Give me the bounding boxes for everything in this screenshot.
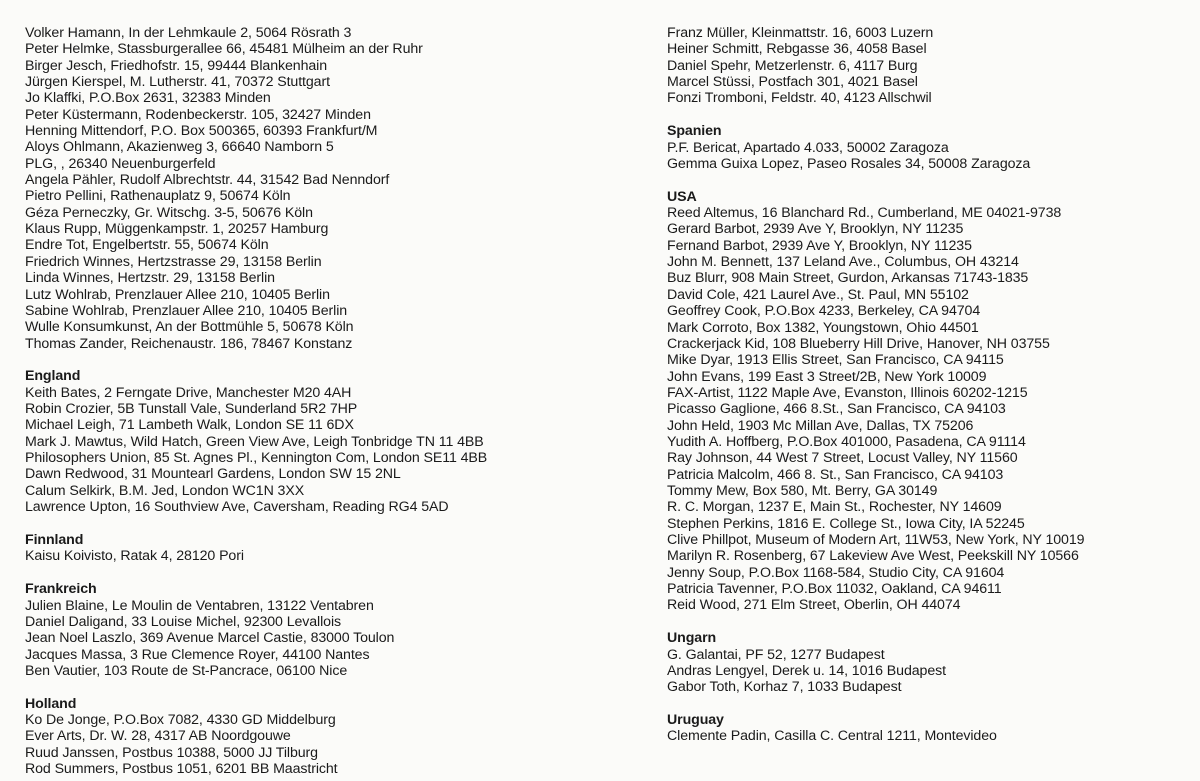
address-entry: Fernand Barbot, 2939 Ave Y, Brooklyn, NY 11235 [667,237,972,254]
address-entry: Robin Crozier, 5B Tunstall Vale, Sunderland 5R2 7HP [25,401,358,418]
section-england [25,368,605,515]
section-heading: Spanien [667,123,722,140]
section-heading: Ungarn [667,630,717,647]
address-entry: Heiner Schmitt, Rebgasse 36, 4058 Basel [667,41,927,58]
address-entry: Aloys Ohlmann, Akazienweg 3, 66640 Namborn 5 [25,139,334,156]
section-continued [667,25,1187,107]
address-entry: Birger Jesch, Friedhofstr. 15, 99444 Blankenhain [25,57,327,74]
address-entry: Sabine Wohlrab, Prenzlauer Allee 210, 10405 Berlin [25,302,348,319]
address-entry: John Held, 1903 Mc Millan Ave, Dallas, TX 75206 [667,417,974,434]
address-entry: Peter Helmke, Stassburgerallee 66, 45481 Mülheim an der Ruhr [25,41,423,58]
address-entry: Picasso Gaglione, 466 8.St., San Francisco, CA 94103 [667,401,1006,418]
address-entry: Linda Winnes, Hertzstr. 29, 13158 Berlin [25,270,275,287]
address-entry: Volker Hamann, In der Lehmkaule 2, 5064 Rösrath 3 [25,25,352,41]
address-entry: Fonzi Tromboni, Feldstr. 40, 4123 Allschwil [667,90,932,107]
address-entry: Jürgen Kierspel, M. Lutherstr. 41, 70372 Stuttgart [25,74,330,91]
address-entry: Gabor Toth, Korhaz 7, 1033 Budapest [667,679,902,696]
address-entry: Stephen Perkins, 1816 E. College St., Iowa City, IA 52245 [667,515,1025,532]
address-entry: R. C. Morgan, 1237 E, Main St., Rochester, NY 14609 [667,499,1002,516]
address-entry: P.F. Bericat, Apartado 4.033, 50002 Zaragoza [667,139,949,156]
address-entry: Franz Müller, Kleinmattstr. 16, 6003 Luzern [667,25,934,41]
address-entry: John M. Bennett, 137 Leland Ave., Columbus, OH 43214 [667,254,1019,271]
address-entry: Ever Arts, Dr. W. 28, 4317 AB Noordgouwe [25,728,291,745]
left-column [25,25,605,777]
section-heading: USA [667,188,697,205]
address-entry: Ray Johnson, 44 West 7 Street, Locust Valley, NY 11560 [667,450,1018,467]
address-entry: Jacques Massa, 3 Rue Clemence Royer, 44100 Nantes [25,646,370,663]
section-heading: Frankreich [25,581,97,598]
address-entry: Wulle Konsumkunst, An der Bottmühle 5, 50678 Köln [25,319,354,336]
section-frankreich [25,581,605,679]
section-continued [25,25,605,352]
address-entry: Patricia Tavenner, P.O.Box 11032, Oakland, CA 94611 [667,581,1002,597]
address-entry: Peter Küstermann, Rodenbeckerstr. 105, 32427 Minden [25,106,371,123]
address-entry: Henning Mittendorf, P.O. Box 500365, 60393 Frankfurt/M [25,123,378,140]
section-heading: England [25,368,81,385]
address-entry: Philosophers Union, 85 St. Agnes Pl., Kennington Com, London SE11 4BB [25,450,488,467]
section-uruguay [667,712,1187,745]
address-entry: Dawn Redwood, 31 Mountearl Gardens, London SW 15 2NL [25,466,401,483]
section-heading: Finnland [25,531,84,548]
section-heading: Uruguay [667,712,724,729]
address-entry: Kaisu Koivisto, Ratak 4, 28120 Pori [25,548,244,565]
section-heading: Holland [25,695,77,712]
address-entry: Keith Bates, 2 Ferngate Drive, Manchester M20 4AH [25,384,352,401]
address-entry: PLG, , 26340 Neuenburgerfeld [25,155,216,172]
address-entry: Pietro Pellini, Rathenauplatz 9, 50674 Köln [25,188,291,205]
address-entry: Buz Blurr, 908 Main Street, Gurdon, Arkansas 71743-1835 [667,270,1029,287]
address-entry: Daniel Spehr, Metzerlenstr. 6, 4117 Burg [667,57,918,74]
address-entry: Michael Leigh, 71 Lambeth Walk, London SE 11 6DX [25,417,354,434]
address-entry: David Cole, 421 Laurel Ave., St. Paul, MN 55102 [667,286,969,303]
address-entry: Endre Tot, Engelbertstr. 55, 50674 Köln [25,237,269,254]
section-usa [667,189,1187,614]
address-entry: John Evans, 199 East 3 Street/2B, New York 10009 [667,368,987,385]
address-entry: Marcel Stüssi, Postfach 301, 4021 Basel [667,74,918,91]
section-spanien [667,123,1187,172]
address-entry: G. Galantai, PF 52, 1277 Budapest [667,646,885,663]
section-finnland [25,532,605,565]
address-entry: Geoffrey Cook, P.O.Box 4233, Berkeley, CA 94704 [667,303,981,320]
address-entry: Jenny Soup, P.O.Box 1168-584, Studio City, CA 91604 [667,564,1005,581]
address-entry: Thomas Zander, Reichenaustr. 186, 78467 Konstanz [25,335,353,352]
address-entry: Reed Altemus, 16 Blanchard Rd., Cumberland, ME 04021-9738 [667,205,1062,222]
address-entry: Crackerjack Kid, 108 Blueberry Hill Drive, Hanover, NH 03755 [667,335,1050,352]
address-entry: Jo Klaffki, P.O.Box 2631, 32383 Minden [25,90,271,107]
address-entry: Yudith A. Hoffberg, P.O.Box 401000, Pasadena, CA 91114 [667,433,1026,450]
address-entry: Géza Perneczky, Gr. Witschg. 3-5, 50676 Köln [25,204,313,221]
address-entry: Gemma Guixa Lopez, Paseo Rosales 34, 50008 Zaragoza [667,155,1031,172]
address-entry: Tommy Mew, Box 580, Mt. Berry, GA 30149 [667,482,938,499]
address-entry: Mike Dyar, 1913 Ellis Street, San Francisco, CA 94115 [667,352,1004,369]
address-entry: Clemente Padin, Casilla C. Central 1211, Montevideo [667,728,997,745]
address-entry: Clive Phillpot, Museum of Modern Art, 11W53, New York, NY 10019 [667,531,1085,548]
address-entry: Reid Wood, 271 Elm Street, Oberlin, OH 44074 [667,597,961,614]
address-entry: Ben Vautier, 103 Route de St-Pancrace, 06100 Nice [25,662,348,679]
address-entry: Marilyn R. Rosenberg, 67 Lakeview Ave West, Peekskill NY 10566 [667,548,1079,565]
address-entry: Julien Blaine, Le Moulin de Ventabren, 13122 Ventabren [25,597,374,614]
address-entry: Lutz Wohlrab, Prenzlauer Allee 210, 10405 Berlin [25,286,330,303]
address-entry: FAX-Artist, 1122 Maple Ave, Evanston, Illinois 60202-1215 [667,384,1028,401]
address-entry: Lawrence Upton, 16 Southview Ave, Caversham, Reading RG4 5AD [25,499,449,516]
section-holland [25,696,605,778]
section-ungarn [667,630,1187,695]
address-entry: Friedrich Winnes, Hertzstrasse 29, 13158 Berlin [25,253,322,270]
address-entry: Daniel Daligand, 33 Louise Michel, 92300 Levallois [25,613,341,630]
address-entry: Rod Summers, Postbus 1051, 6201 BB Maastricht [25,761,338,778]
address-entry: Mark J. Mawtus, Wild Hatch, Green View Ave, Leigh Tonbridge TN 11 4BB [25,433,484,450]
address-entry: Klaus Rupp, Müggenkampstr. 1, 20257 Hamburg [25,221,329,238]
address-entry: Ko De Jonge, P.O.Box 7082, 4330 GD Middelburg [25,712,336,729]
address-entry: Patricia Malcolm, 466 8. St., San Francisco, CA 94103 [667,466,1004,483]
address-entry: Jean Noel Laszlo, 369 Avenue Marcel Castie, 83000 Toulon [25,630,395,647]
address-entry: Ruud Janssen, Postbus 10388, 5000 JJ Tilburg [25,744,318,761]
address-entry: Angela Pähler, Rudolf Albrechtstr. 44, 31542 Bad Nenndorf [25,172,390,189]
address-entry: Mark Corroto, Box 1382, Youngstown, Ohio 44501 [667,319,979,336]
right-column [667,25,1187,745]
address-entry: Andras Lengyel, Derek u. 14, 1016 Budapest [667,662,946,679]
address-entry: Calum Selkirk, B.M. Jed, London WC1N 3XX [25,482,305,499]
address-entry: Gerard Barbot, 2939 Ave Y, Brooklyn, NY 11235 [667,221,964,238]
